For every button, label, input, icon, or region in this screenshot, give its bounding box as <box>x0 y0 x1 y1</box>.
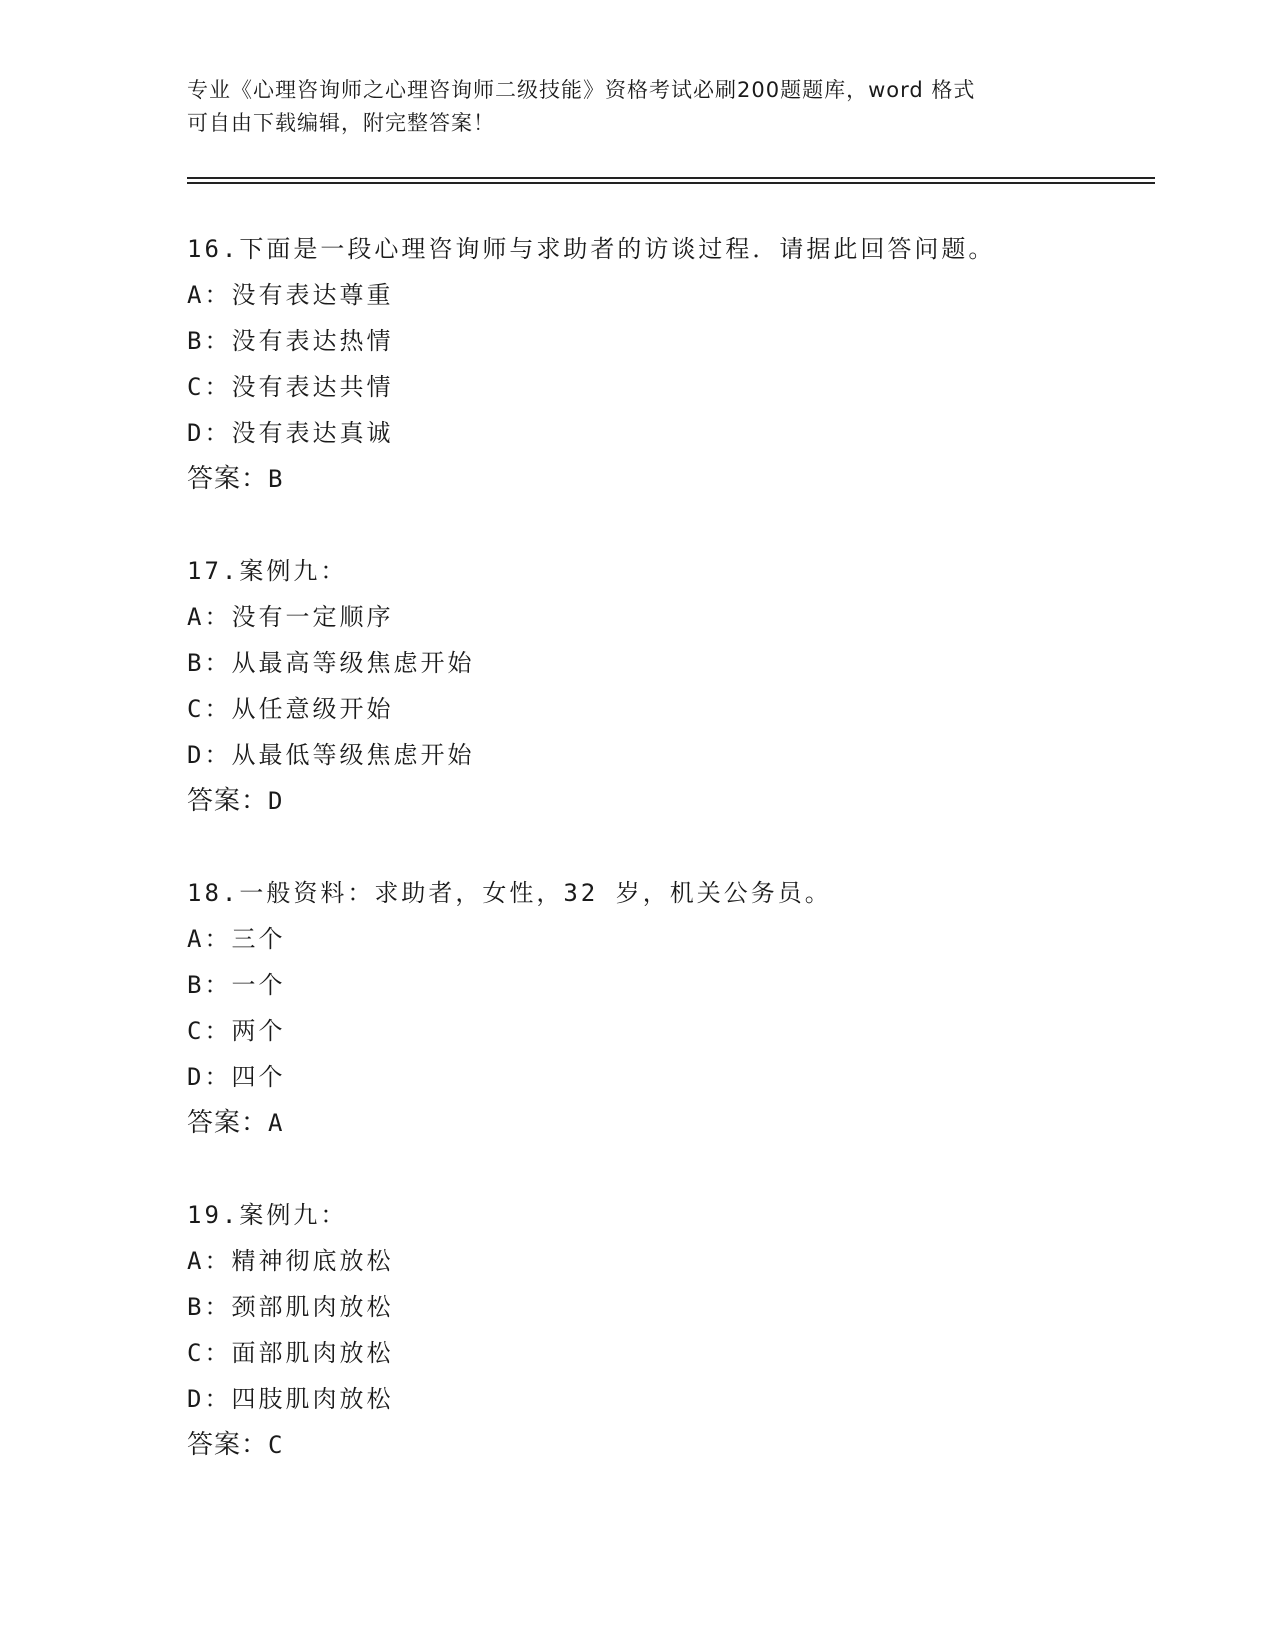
option-a: A：精神彻底放松 <box>187 1247 394 1275</box>
option-d: D：没有表达真诚 <box>187 419 394 447</box>
option-d: D：四肢肌肉放松 <box>187 1385 394 1413</box>
question-block <box>187 1192 1147 1468</box>
document-header <box>187 74 1087 140</box>
question-stem: 19.案例九： <box>187 1201 348 1229</box>
question-block <box>187 226 1147 502</box>
header-divider-bottom <box>187 182 1155 184</box>
header-divider-top <box>187 177 1155 179</box>
option-c: C：两个 <box>187 1017 286 1045</box>
question-block <box>187 548 1147 824</box>
header-line-2: 可自由下载编辑，附完整答案！ <box>187 111 495 135</box>
answer-value: D <box>268 787 284 815</box>
answer-line <box>187 456 1147 502</box>
option-b: B：没有表达热情 <box>187 327 394 355</box>
option-b: B：从最高等级焦虑开始 <box>187 649 475 677</box>
option-b: B：一个 <box>187 971 286 999</box>
answer-label: 答案： <box>187 1430 269 1460</box>
answer-value: A <box>268 1109 284 1137</box>
header-line-1: 专业《心理咨询师之心理咨询师二级技能》资格考试必刷200题题库，word 格式 <box>187 78 976 102</box>
option-c: C：从任意级开始 <box>187 695 394 723</box>
option-c: C：面部肌肉放松 <box>187 1339 394 1367</box>
question-stem: 18.一般资料：求助者，女性，32 岁，机关公务员。 <box>187 879 832 907</box>
answer-line <box>187 1100 1147 1146</box>
answer-line <box>187 778 1147 824</box>
option-c: C：没有表达共情 <box>187 373 394 401</box>
question-block <box>187 870 1147 1146</box>
option-a: A：没有一定顺序 <box>187 603 394 631</box>
answer-value: C <box>268 1431 284 1459</box>
option-d: D：从最低等级焦虑开始 <box>187 741 475 769</box>
option-d: D：四个 <box>187 1063 286 1091</box>
option-b: B：颈部肌肉放松 <box>187 1293 394 1321</box>
answer-line <box>187 1422 1147 1468</box>
answer-label: 答案： <box>187 1108 269 1138</box>
option-a: A：没有表达尊重 <box>187 281 394 309</box>
option-a: A：三个 <box>187 925 286 953</box>
answer-value: B <box>268 465 284 493</box>
answer-label: 答案： <box>187 464 269 494</box>
question-stem: 16.下面是一段心理咨询师与求助者的访谈过程．请据此回答问题。 <box>187 235 996 263</box>
question-stem: 17.案例九： <box>187 557 348 585</box>
answer-label: 答案： <box>187 786 269 816</box>
